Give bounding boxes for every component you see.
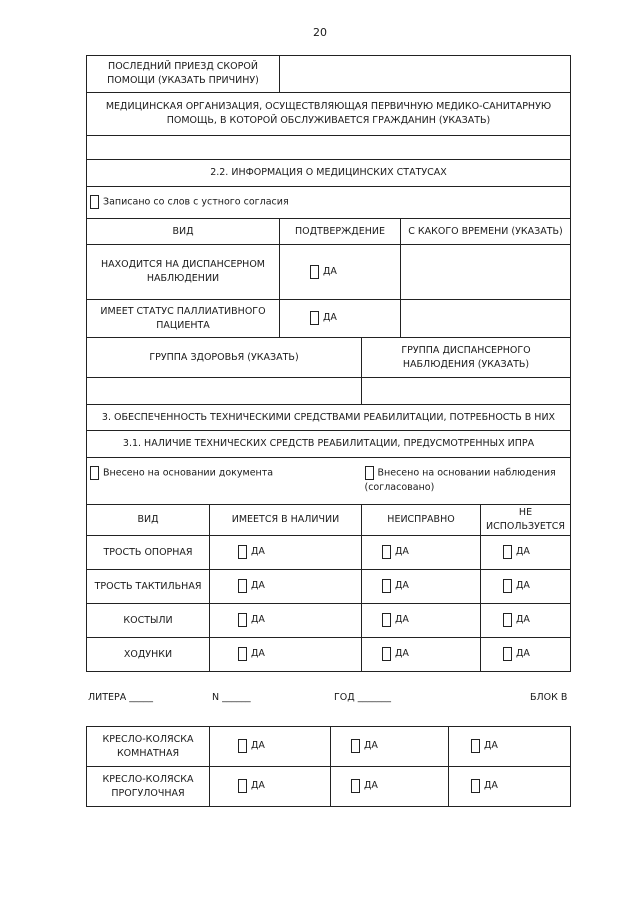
available-cell: [210, 727, 331, 767]
palliative-yes-checkbox[interactable]: [310, 311, 319, 325]
faulty-checkbox[interactable]: [382, 545, 391, 559]
row-palliative-label: ИМЕЕТ СТАТУС ПАЛЛИАТИВНОГО ПАЦИЕНТА: [87, 300, 280, 338]
based-on-observation-label: Внесено на основании наблюдения (согласовано): [364, 467, 556, 493]
palliative-confirm-cell: [280, 300, 401, 338]
faulty-cell: [362, 604, 481, 638]
yes-label: ДА: [395, 614, 409, 626]
last-ambulance-field[interactable]: [280, 56, 571, 93]
block-label: БЛОК В: [530, 692, 568, 703]
dispensary-group-field[interactable]: [362, 378, 571, 405]
faulty-checkbox[interactable]: [351, 739, 360, 753]
medical-org-label: МЕДИЦИНСКАЯ ОРГАНИЗАЦИЯ, ОСУЩЕСТВЛЯЮЩАЯ ПЕРВИЧНУЮ МЕДИКО-САНИТАРНУЮ ПОМОЩЬ, В КОТОРОЙ ОБСЛУЖИВАЕТСЯ ГРАЖДАНИН (УКАЗАТЬ): [87, 93, 571, 136]
unused-cell: [449, 727, 571, 767]
yes-label: ДА: [395, 580, 409, 592]
section-2-2-heading: 2.2. ИНФОРМАЦИЯ О МЕДИЦИНСКИХ СТАТУСАХ: [87, 160, 571, 187]
col-available-header: ИМЕЕТСЯ В НАЛИЧИИ: [210, 505, 362, 536]
yes-label: ДА: [251, 546, 265, 558]
item-label: КОСТЫЛИ: [87, 604, 210, 638]
last-ambulance-label: ПОСЛЕДНИЙ ПРИЕЗД СКОРОЙ ПОМОЩИ (УКАЗАТЬ ПРИЧИНУ): [87, 56, 280, 93]
faulty-checkbox[interactable]: [382, 579, 391, 593]
item-label: ХОДУНКИ: [87, 638, 210, 672]
medical-org-field[interactable]: [87, 136, 571, 160]
dispensary-confirm-cell: [280, 245, 401, 300]
available-cell: [210, 570, 362, 604]
unused-checkbox[interactable]: [503, 647, 512, 661]
verbal-consent-label: Записано со слов с устного согласия: [103, 196, 289, 208]
unused-checkbox[interactable]: [503, 579, 512, 593]
yes-label: ДА: [395, 546, 409, 558]
available-cell: [210, 604, 362, 638]
col-type-header-2: ВИД: [87, 505, 210, 536]
year-field[interactable]: ГОД _______: [334, 692, 391, 703]
col-type-header: ВИД: [87, 219, 280, 245]
yes-label: ДА: [323, 265, 337, 277]
yes-label: ДА: [251, 614, 265, 626]
unused-checkbox[interactable]: [503, 613, 512, 627]
medical-status-table: [86, 55, 571, 672]
unused-checkbox[interactable]: [471, 779, 480, 793]
faulty-cell: [331, 727, 449, 767]
yes-label: ДА: [364, 740, 378, 752]
unused-cell: [481, 638, 571, 672]
available-checkbox[interactable]: [238, 739, 247, 753]
faulty-cell: [331, 767, 449, 807]
based-on-observation-checkbox[interactable]: [365, 466, 374, 480]
col-since-header: С КАКОГО ВРЕМЕНИ (УКАЗАТЬ): [401, 219, 571, 245]
available-checkbox[interactable]: [238, 545, 247, 559]
item-label: ТРОСТЬ ТАКТИЛЬНАЯ: [87, 570, 210, 604]
verbal-consent-checkbox[interactable]: [90, 195, 99, 209]
unused-cell: [449, 767, 571, 807]
unused-cell: [481, 536, 571, 570]
unused-checkbox[interactable]: [503, 545, 512, 559]
faulty-cell: [362, 536, 481, 570]
col-unused-header: НЕ ИСПОЛЬЗУЕТСЯ: [481, 505, 571, 536]
unused-cell: [481, 570, 571, 604]
dispensary-yes-checkbox[interactable]: [310, 265, 319, 279]
row-dispensary-label: НАХОДИТСЯ НА ДИСПАНСЕРНОМ НАБЛЮДЕНИИ: [87, 245, 280, 300]
palliative-since-field[interactable]: [401, 300, 571, 338]
faulty-cell: [362, 638, 481, 672]
yes-label: ДА: [364, 780, 378, 792]
unused-checkbox[interactable]: [471, 739, 480, 753]
based-on-observation-cell: [362, 458, 571, 505]
available-checkbox[interactable]: [238, 647, 247, 661]
available-cell: [210, 536, 362, 570]
yes-label: ДА: [251, 648, 265, 660]
yes-label: ДА: [251, 740, 265, 752]
dispensary-group-label: ГРУППА ДИСПАНСЕРНОГО НАБЛЮДЕНИЯ (УКАЗАТЬ): [362, 338, 571, 378]
item-label: КРЕСЛО-КОЛЯСКА ПРОГУЛОЧНАЯ: [87, 767, 210, 807]
page-number: 20: [313, 26, 327, 39]
faulty-cell: [362, 570, 481, 604]
yes-label: ДА: [516, 580, 530, 592]
available-checkbox[interactable]: [238, 613, 247, 627]
yes-label: ДА: [323, 312, 337, 324]
yes-label: ДА: [516, 546, 530, 558]
available-cell: [210, 638, 362, 672]
based-on-document-cell: [87, 458, 362, 505]
unused-cell: [481, 604, 571, 638]
col-confirmation-header: ПОДТВЕРЖДЕНИЕ: [280, 219, 401, 245]
available-checkbox[interactable]: [238, 779, 247, 793]
faulty-checkbox[interactable]: [382, 613, 391, 627]
dispensary-since-field[interactable]: [401, 245, 571, 300]
available-checkbox[interactable]: [238, 579, 247, 593]
yes-label: ДА: [251, 580, 265, 592]
section-3-1-heading: 3.1. НАЛИЧИЕ ТЕХНИЧЕСКИХ СРЕДСТВ РЕАБИЛИТАЦИИ, ПРЕДУСМОТРЕННЫХ ИПРА: [87, 431, 571, 458]
available-cell: [210, 767, 331, 807]
based-on-document-label: Внесено на основании документа: [103, 467, 274, 479]
yes-label: ДА: [251, 780, 265, 792]
yes-label: ДА: [516, 614, 530, 626]
based-on-document-checkbox[interactable]: [90, 466, 99, 480]
yes-label: ДА: [484, 740, 498, 752]
health-group-field[interactable]: [87, 378, 362, 405]
faulty-checkbox[interactable]: [382, 647, 391, 661]
health-group-label: ГРУППА ЗДОРОВЬЯ (УКАЗАТЬ): [87, 338, 362, 378]
col-faulty-header: НЕИСПРАВНО: [362, 505, 481, 536]
yes-label: ДА: [484, 780, 498, 792]
item-label: КРЕСЛО-КОЛЯСКА КОМНАТНАЯ: [87, 727, 210, 767]
item-label: ТРОСТЬ ОПОРНАЯ: [87, 536, 210, 570]
yes-label: ДА: [395, 648, 409, 660]
litera-field[interactable]: ЛИТЕРА _____: [88, 692, 154, 703]
verbal-consent-row: [87, 187, 571, 219]
number-field[interactable]: N ______: [212, 692, 251, 703]
wheelchair-table: [86, 726, 571, 807]
yes-label: ДА: [516, 648, 530, 660]
section-3-heading: 3. ОБЕСПЕЧЕННОСТЬ ТЕХНИЧЕСКИМИ СРЕДСТВАМИ РЕАБИЛИТАЦИИ, ПОТРЕБНОСТЬ В НИХ: [87, 405, 571, 431]
faulty-checkbox[interactable]: [351, 779, 360, 793]
